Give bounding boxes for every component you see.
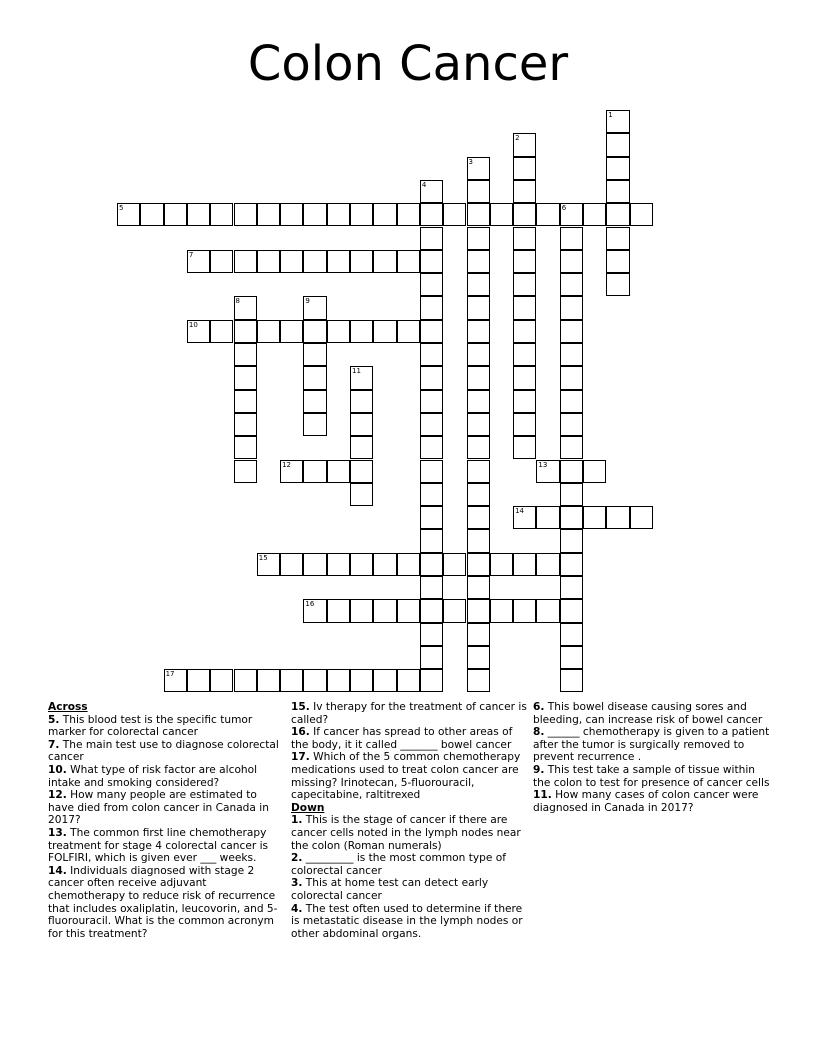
grid-cell[interactable]: [536, 506, 559, 529]
grid-cell[interactable]: [257, 203, 280, 226]
grid-cell[interactable]: [467, 203, 490, 226]
grid-cell[interactable]: [467, 529, 490, 552]
clue-item: [291, 903, 529, 941]
clue-item: [48, 714, 286, 739]
grid-cell[interactable]: [350, 390, 373, 413]
grid-cell[interactable]: [373, 203, 396, 226]
grid-cell[interactable]: [467, 390, 490, 413]
grid-cell[interactable]: [467, 157, 490, 180]
clue-item: [291, 701, 529, 726]
cell-number: 17: [165, 670, 175, 679]
clue-number: 6.: [533, 701, 545, 713]
grid-cell[interactable]: [467, 576, 490, 599]
grid-cell[interactable]: [420, 506, 443, 529]
grid-cell[interactable]: [560, 227, 583, 250]
grid-cell[interactable]: [583, 460, 606, 483]
grid-cell[interactable]: [467, 506, 490, 529]
grid-cell[interactable]: [234, 296, 257, 319]
grid-cell[interactable]: [280, 320, 303, 343]
clue-number: 12.: [48, 789, 67, 802]
cell-number: 15: [258, 553, 268, 562]
puzzle-title: Colon Cancer: [247, 36, 569, 92]
grid-cell[interactable]: [234, 320, 257, 343]
grid-cell[interactable]: [303, 413, 326, 436]
clue-number: 10.: [48, 763, 67, 776]
grid-cell[interactable]: [513, 553, 536, 576]
grid-cell[interactable]: [303, 669, 326, 692]
clue-number: 14.: [48, 864, 67, 877]
grid-cell[interactable]: [420, 413, 443, 436]
grid-cell[interactable]: [606, 180, 629, 203]
grid-cell[interactable]: [257, 553, 280, 576]
grid-cell[interactable]: [397, 553, 420, 576]
clue-column-1: [48, 701, 286, 940]
grid-cell[interactable]: [140, 203, 163, 226]
grid-cell[interactable]: [513, 343, 536, 366]
grid-cell[interactable]: [467, 180, 490, 203]
clue-item: [48, 789, 286, 827]
grid-cell[interactable]: [303, 366, 326, 389]
grid-cell[interactable]: [467, 646, 490, 669]
grid-cell[interactable]: [513, 366, 536, 389]
grid-cell[interactable]: [513, 436, 536, 459]
grid-cell[interactable]: [350, 483, 373, 506]
clue-number: 2.: [291, 852, 303, 865]
grid-cell[interactable]: [467, 250, 490, 273]
cell-number: 10: [188, 320, 198, 329]
grid-cell[interactable]: [490, 553, 513, 576]
grid-cell[interactable]: [234, 436, 257, 459]
grid-cell[interactable]: [303, 203, 326, 226]
grid-cell[interactable]: [257, 250, 280, 273]
cell-number: 16: [305, 600, 315, 609]
grid-cell[interactable]: [443, 553, 466, 576]
grid-cell[interactable]: [606, 133, 629, 156]
grid-cell[interactable]: [420, 296, 443, 319]
grid-cell[interactable]: [373, 553, 396, 576]
grid-cell[interactable]: [560, 483, 583, 506]
clue-number: 15.: [291, 701, 310, 713]
grid-cell[interactable]: [513, 250, 536, 273]
clue-item: [291, 852, 529, 877]
cell-number: 3: [468, 157, 473, 166]
grid-cell[interactable]: [327, 460, 350, 483]
grid-cell[interactable]: [560, 390, 583, 413]
clue-text: How many people are estimated to have died from colon cancer in Canada in 2017?: [48, 789, 269, 827]
grid-cell[interactable]: [513, 227, 536, 250]
clue-item: [291, 814, 529, 852]
grid-cell[interactable]: [373, 599, 396, 622]
grid-cell[interactable]: [513, 273, 536, 296]
grid-cell[interactable]: [234, 203, 257, 226]
clue-number: 11.: [533, 789, 552, 802]
grid-cell[interactable]: [420, 599, 443, 622]
clue-text: This bowel disease causing sores and bleeding, can increase risk of bowel cancer: [533, 701, 763, 726]
grid-cell[interactable]: [420, 553, 443, 576]
grid-cell[interactable]: [350, 669, 373, 692]
clue-text: _________ is the most common type of colorectal cancer: [291, 852, 506, 877]
clue-number: 1.: [291, 814, 303, 827]
grid-cell[interactable]: [536, 553, 559, 576]
grid-cell[interactable]: [280, 460, 303, 483]
grid-cell[interactable]: [560, 506, 583, 529]
grid-cell[interactable]: [513, 599, 536, 622]
grid-cell[interactable]: [280, 669, 303, 692]
grid-cell[interactable]: [606, 203, 629, 226]
grid-cell[interactable]: [373, 250, 396, 273]
grid-cell[interactable]: [350, 436, 373, 459]
grid-cell[interactable]: [234, 413, 257, 436]
grid-cell[interactable]: [234, 390, 257, 413]
cell-number: 4: [421, 180, 427, 189]
grid-cell[interactable]: [164, 203, 187, 226]
clue-item: [533, 726, 771, 764]
clue-text: This blood test is the specific tumor marker for colorectal cancer: [48, 713, 253, 739]
grid-cell[interactable]: [560, 669, 583, 692]
clue-text: The common first line chemotherapy treatment for stage 4 colorectal cancer is FOLFIRI, which is given ever ___ weeks.: [48, 826, 269, 865]
clue-text: What type of risk factor are alcohol intake and smoking considered?: [48, 763, 258, 789]
grid-cell[interactable]: [606, 227, 629, 250]
grid-cell[interactable]: [420, 366, 443, 389]
clue-heading: Down: [291, 801, 325, 814]
grid-cell[interactable]: [420, 460, 443, 483]
grid-cell[interactable]: [490, 203, 513, 226]
grid-cell[interactable]: [187, 203, 210, 226]
cell-number: 6: [561, 204, 567, 213]
grid-cell[interactable]: [327, 599, 350, 622]
grid-cell[interactable]: [420, 227, 443, 250]
grid-cell[interactable]: [420, 250, 443, 273]
clue-item: [533, 701, 771, 726]
grid-cell[interactable]: [420, 529, 443, 552]
grid-cell[interactable]: [560, 576, 583, 599]
grid-cell[interactable]: [560, 343, 583, 366]
grid-cell[interactable]: [467, 273, 490, 296]
grid-cell[interactable]: [630, 203, 653, 226]
grid-cell[interactable]: [560, 366, 583, 389]
grid-cell[interactable]: [187, 669, 210, 692]
grid-cell[interactable]: [490, 599, 513, 622]
cell-number: 11: [352, 367, 361, 376]
grid-cell[interactable]: [303, 250, 326, 273]
grid-cell[interactable]: [420, 343, 443, 366]
grid-cell[interactable]: [560, 413, 583, 436]
grid-cell[interactable]: [513, 320, 536, 343]
grid-cell[interactable]: [420, 390, 443, 413]
grid-cell[interactable]: [606, 273, 629, 296]
grid-cell[interactable]: [373, 320, 396, 343]
grid-cell[interactable]: [513, 296, 536, 319]
cell-number: 12: [282, 460, 292, 469]
grid-cell[interactable]: [560, 320, 583, 343]
clue-number: 16.: [291, 726, 310, 739]
clue-number: 8.: [533, 726, 545, 739]
grid-cell[interactable]: [560, 553, 583, 576]
clue-text: If cancer has spread to other areas of the body, it it called _______ bowel cancer: [291, 726, 513, 751]
grid-cell[interactable]: [397, 669, 420, 692]
clue-number: 5.: [48, 713, 60, 726]
grid-cell[interactable]: [560, 623, 583, 646]
grid-cell[interactable]: [467, 436, 490, 459]
grid-cell[interactable]: [280, 203, 303, 226]
grid-cell[interactable]: [420, 180, 443, 203]
grid-cell[interactable]: [420, 273, 443, 296]
grid-cell[interactable]: [187, 250, 210, 273]
grid-cell[interactable]: [350, 599, 373, 622]
clue-text: Which of the 5 common chemotherapy medications used to treat colon cancer are missing? Irinotecan, 5-fluorouracil, capecitabine, raltitrexed: [291, 751, 521, 802]
cell-number: 8: [235, 297, 240, 306]
clue-text: This at home test can detect early colorectal cancer: [291, 877, 489, 902]
grid-cell[interactable]: [210, 669, 233, 692]
clue-text: Iv therapy for the treatment of cancer is called?: [291, 701, 527, 726]
clue-number: 9.: [533, 763, 545, 776]
grid-cell[interactable]: [467, 227, 490, 250]
grid-cell[interactable]: [397, 320, 420, 343]
grid-cell[interactable]: [513, 390, 536, 413]
clue-item: [533, 764, 771, 789]
grid-cell[interactable]: [420, 623, 443, 646]
grid-cell[interactable]: [513, 180, 536, 203]
clue-text: How many cases of colon cancer were diagnosed in Canada in 2017?: [533, 789, 759, 814]
grid-cell[interactable]: [560, 296, 583, 319]
grid-cell[interactable]: [513, 413, 536, 436]
clue-item: [291, 751, 529, 801]
grid-cell[interactable]: [606, 250, 629, 273]
cell-number: 5: [119, 204, 124, 213]
grid-cell[interactable]: [467, 296, 490, 319]
grid-cell[interactable]: [187, 320, 210, 343]
grid-cell[interactable]: [303, 320, 326, 343]
cell-number: 1: [608, 111, 613, 119]
grid-cell[interactable]: [467, 483, 490, 506]
grid-cell[interactable]: [606, 110, 629, 133]
grid-cell[interactable]: [420, 320, 443, 343]
grid-cell[interactable]: [630, 506, 653, 529]
grid-cell[interactable]: [560, 203, 583, 226]
cell-number: 2: [515, 134, 520, 143]
grid-cell[interactable]: [467, 343, 490, 366]
grid-cell[interactable]: [280, 553, 303, 576]
grid-cell[interactable]: [467, 669, 490, 692]
grid-cell[interactable]: [467, 623, 490, 646]
clue-number: 3.: [291, 877, 303, 890]
grid-cell[interactable]: [513, 506, 536, 529]
grid-cell[interactable]: [513, 157, 536, 180]
grid-cell[interactable]: [560, 460, 583, 483]
grid-cell[interactable]: [420, 436, 443, 459]
grid-cell[interactable]: [234, 343, 257, 366]
clue-column-3: [533, 701, 771, 814]
grid-cell[interactable]: [303, 553, 326, 576]
grid-cell[interactable]: [327, 553, 350, 576]
grid-cell[interactable]: [350, 250, 373, 273]
grid-cell[interactable]: [467, 553, 490, 576]
grid-cell[interactable]: [210, 320, 233, 343]
grid-cell[interactable]: [583, 203, 606, 226]
grid-cell[interactable]: [257, 669, 280, 692]
clue-number: 17.: [291, 751, 310, 764]
grid-cell[interactable]: [234, 250, 257, 273]
grid-cell[interactable]: [373, 669, 396, 692]
grid-cell[interactable]: [536, 203, 559, 226]
grid-cell[interactable]: [234, 460, 257, 483]
clue-number: 4.: [291, 902, 303, 915]
grid-cell[interactable]: [210, 203, 233, 226]
grid-cell[interactable]: [164, 669, 187, 692]
grid-cell[interactable]: [443, 203, 466, 226]
grid-cell[interactable]: [606, 157, 629, 180]
clue-item: [48, 827, 286, 865]
clue-item: [291, 877, 529, 902]
grid-cell[interactable]: [117, 203, 140, 226]
grid-cell[interactable]: [350, 553, 373, 576]
clue-item: [48, 865, 286, 941]
grid-cell[interactable]: [303, 599, 326, 622]
grid-cell[interactable]: [303, 296, 326, 319]
grid-cell[interactable]: [536, 460, 559, 483]
grid-cell[interactable]: [303, 390, 326, 413]
grid-cell[interactable]: [327, 203, 350, 226]
grid-cell[interactable]: [280, 250, 303, 273]
grid-cell[interactable]: [513, 133, 536, 156]
grid-cell[interactable]: [467, 599, 490, 622]
grid-cell[interactable]: [467, 413, 490, 436]
grid-cell[interactable]: [467, 320, 490, 343]
grid-cell[interactable]: [560, 646, 583, 669]
grid-cell[interactable]: [303, 343, 326, 366]
clue-text: ______ chemotherapy is given to a patient after the tumor is surgically removed to prevent recurrence .: [533, 726, 770, 764]
grid-cell[interactable]: [350, 203, 373, 226]
grid-cell[interactable]: [397, 203, 420, 226]
cell-number: 13: [538, 460, 548, 469]
grid-cell[interactable]: [513, 203, 536, 226]
grid-cell[interactable]: [210, 250, 233, 273]
grid-cell[interactable]: [234, 669, 257, 692]
grid-cell[interactable]: [560, 529, 583, 552]
grid-cell[interactable]: [420, 576, 443, 599]
clue-item: [48, 739, 286, 764]
clue-text: The main test use to diagnose colorectal cancer: [48, 738, 279, 764]
grid-cell[interactable]: [257, 320, 280, 343]
grid-cell[interactable]: [583, 506, 606, 529]
grid-cell[interactable]: [560, 436, 583, 459]
clue-text: Individuals diagnosed with stage 2 cancer often receive adjuvant chemotherapy to reduce risk of recurrence that includes oxaliplatin, leucovorin, and 5-fluorouracil. What is the common acronym for this treatment?: [48, 864, 278, 940]
clue-text: The test often used to determine if there is metastatic disease in the lymph nodes or other abdominal organs.: [291, 902, 523, 940]
grid-cell[interactable]: [327, 669, 350, 692]
clue-item: [533, 789, 771, 814]
grid-cell[interactable]: [397, 250, 420, 273]
grid-cell[interactable]: [397, 599, 420, 622]
grid-cell[interactable]: [560, 273, 583, 296]
cell-number: 9: [305, 297, 310, 306]
grid-cell[interactable]: [350, 413, 373, 436]
grid-cell[interactable]: [327, 320, 350, 343]
grid-cell[interactable]: [350, 320, 373, 343]
grid-cell[interactable]: [420, 669, 443, 692]
grid-cell[interactable]: [420, 203, 443, 226]
clue-column-2: [291, 701, 529, 940]
grid-cell[interactable]: [443, 599, 466, 622]
clue-text: This is the stage of cancer if there are cancer cells noted in the lymph nodes near the colon (Roman numerals): [291, 814, 521, 852]
grid-cell[interactable]: [420, 646, 443, 669]
cell-number: 7: [188, 250, 194, 259]
cell-number: 14: [515, 507, 525, 516]
grid-cell[interactable]: [420, 483, 443, 506]
grid-cell[interactable]: [560, 250, 583, 273]
grid-cell[interactable]: [560, 599, 583, 622]
grid-cell[interactable]: [350, 366, 373, 389]
grid-cell[interactable]: [234, 366, 257, 389]
grid-cell[interactable]: [350, 460, 373, 483]
grid-cell[interactable]: [606, 506, 629, 529]
grid-cell[interactable]: [303, 460, 326, 483]
clue-number: 13.: [48, 826, 67, 839]
grid-cell[interactable]: [467, 460, 490, 483]
grid-cell[interactable]: [536, 599, 559, 622]
grid-cell[interactable]: [327, 250, 350, 273]
clue-number: 7.: [48, 738, 60, 751]
grid-cell[interactable]: [467, 366, 490, 389]
clue-text: This test take a sample of tissue within the colon to test for presence of cancer cells: [533, 763, 770, 789]
clue-item: [48, 764, 286, 789]
clue-item: [291, 726, 529, 751]
clue-heading: Across: [48, 701, 88, 713]
